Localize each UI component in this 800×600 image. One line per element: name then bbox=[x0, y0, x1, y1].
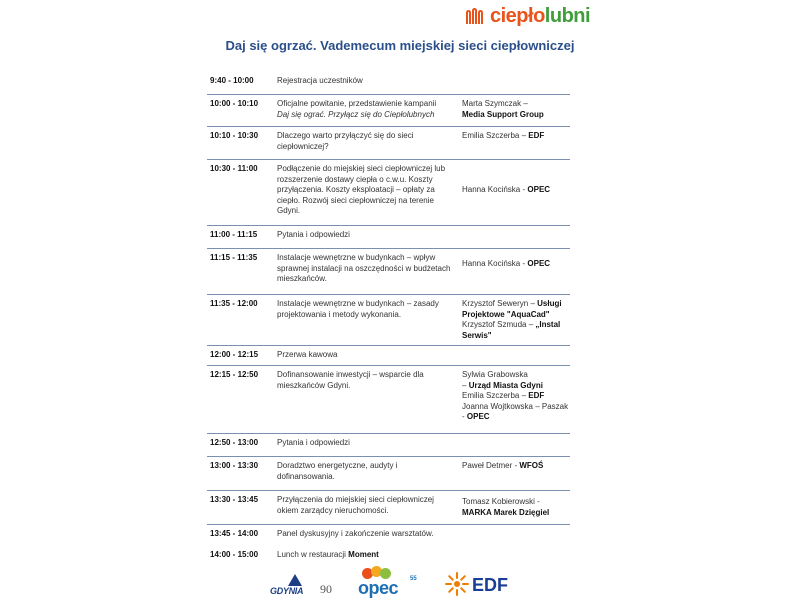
agenda-row bbox=[207, 546, 570, 568]
agenda-speaker bbox=[462, 461, 570, 472]
speaker-organization: OPEC bbox=[527, 185, 551, 194]
speaker-organization: Serwis" bbox=[462, 330, 492, 340]
agenda-description bbox=[277, 99, 457, 120]
agenda-description-text: Oficjalne powitanie, przedstawienie kampanii bbox=[277, 99, 437, 108]
footer-logos bbox=[0, 566, 800, 600]
agenda-description-text: Instalacje wewnętrzne w budynkach – zasady projektowania i metody wykonania. bbox=[277, 299, 439, 319]
speaker-name: Tomasz Kobierowski - bbox=[462, 497, 540, 506]
cieplolubni-mark-icon bbox=[466, 8, 488, 24]
logo-text-part1: ciepło bbox=[490, 4, 545, 27]
opec-logo-text: opec bbox=[358, 578, 399, 598]
campaign-name: Daj się ograć. Przyłącz się do Ciepłolubnych bbox=[277, 109, 435, 119]
agenda-description bbox=[277, 495, 457, 516]
agenda-time: 10:30 - 11:00 bbox=[210, 164, 258, 173]
edf-logo bbox=[444, 570, 514, 598]
agenda-row bbox=[207, 226, 570, 249]
speaker-line bbox=[462, 402, 570, 413]
cieplolubni-logo bbox=[466, 4, 590, 28]
speaker-organization: OPEC bbox=[466, 412, 490, 421]
agenda-row bbox=[207, 525, 570, 546]
speaker-name: Emilia Szczerba – bbox=[462, 391, 527, 400]
agenda-speaker bbox=[462, 370, 570, 423]
agenda-time: 11:15 - 11:35 bbox=[210, 253, 258, 262]
gdynia-logo bbox=[268, 572, 346, 598]
agenda-description-text: Pytania i odpowiedzi bbox=[277, 438, 350, 447]
speaker-organization: EDF bbox=[528, 391, 545, 400]
speaker-name: Krzysztof Szmuda – bbox=[462, 320, 534, 329]
agenda-row bbox=[207, 95, 570, 127]
logo-text-part2: lubni bbox=[544, 4, 591, 27]
agenda-description-text: Panel dyskusyjny i zakończenie warsztatów. bbox=[277, 529, 434, 538]
agenda-description bbox=[277, 131, 457, 152]
agenda-speaker bbox=[462, 185, 570, 196]
speaker-line bbox=[462, 310, 570, 321]
speaker-name: Hanna Kocińska - bbox=[462, 185, 526, 194]
speaker-organization: „Instal bbox=[535, 320, 561, 329]
agenda-row bbox=[207, 160, 570, 226]
speaker-line bbox=[462, 331, 570, 342]
agenda-row bbox=[207, 366, 570, 434]
speaker-name: Sylwia Grabowska bbox=[462, 370, 528, 379]
agenda-row bbox=[207, 346, 570, 366]
agenda-row bbox=[207, 127, 570, 160]
agenda-description-text: Doradztwo energetyczne, audyty i dofinansowania. bbox=[277, 461, 398, 481]
agenda-description bbox=[277, 350, 457, 361]
speaker-name: Emilia Szczerba – bbox=[462, 131, 527, 140]
speaker-name: - bbox=[462, 412, 465, 421]
speaker-organization: Projektowe "AquaCad" bbox=[462, 309, 550, 319]
agenda-description-text: Podłączenie do miejskiej sieci ciepłowniczej lub rozszerzenie dostawy ciepła o c.w.u. Koszty przyłączenia. Koszty eksploatacji – opłaty za ciepło. Rozwój sieci ciepłowniczej na terenie Gdyni. bbox=[277, 164, 446, 215]
agenda-description bbox=[277, 370, 457, 391]
agenda-time: 10:00 - 10:10 bbox=[210, 99, 259, 108]
speaker-line bbox=[462, 412, 570, 423]
agenda-description bbox=[277, 529, 457, 540]
agenda-description bbox=[277, 550, 457, 561]
agenda-table bbox=[207, 72, 570, 568]
agenda-time: 14:00 - 15:00 bbox=[210, 550, 259, 559]
speaker-line bbox=[462, 508, 570, 519]
agenda-row bbox=[207, 457, 570, 491]
agenda-speaker bbox=[462, 299, 570, 341]
agenda-description bbox=[277, 438, 457, 449]
agenda-time: 11:00 - 11:15 bbox=[210, 230, 258, 239]
agenda-description bbox=[277, 230, 457, 241]
agenda-description bbox=[277, 253, 457, 285]
agenda-time: 13:45 - 14:00 bbox=[210, 529, 259, 538]
agenda-speaker bbox=[462, 99, 570, 120]
agenda-row bbox=[207, 434, 570, 457]
speaker-name: Paweł Detmer - bbox=[462, 461, 518, 470]
speaker-organization: MARKA Marek Dzięgiel bbox=[462, 507, 550, 517]
agenda-time: 9:40 - 10:00 bbox=[210, 76, 254, 85]
opec-55: 55 bbox=[410, 576, 417, 582]
agenda-time: 12:00 - 12:15 bbox=[210, 350, 259, 359]
sail-icon bbox=[288, 574, 302, 586]
agenda-time: 12:15 - 12:50 bbox=[210, 370, 259, 379]
agenda-row bbox=[207, 295, 570, 346]
page-title: Daj się ogrzać. Vademecum miejskiej sieci ciepłowniczej bbox=[225, 38, 575, 53]
agenda-time: 12:50 - 13:00 bbox=[210, 438, 259, 447]
speaker-organization: Usługi bbox=[537, 299, 562, 308]
agenda-description-text: Dofinansowanie inwestycji – wsparcie dla mieszkańców Gdyni. bbox=[277, 370, 424, 390]
agenda-row bbox=[207, 491, 570, 525]
gdynia-90-years: 90 bbox=[320, 582, 332, 596]
agenda-time: 11:35 - 12:00 bbox=[210, 299, 258, 308]
speaker-name: – bbox=[462, 380, 467, 390]
agenda-description-text: Przerwa kawowa bbox=[277, 350, 338, 359]
edf-logo-text: EDF bbox=[472, 575, 508, 595]
gdynia-logo-text: GDYNIA bbox=[270, 586, 304, 596]
agenda-description-text: Przyłączenia do miejskiej sieci ciepłowniczej okiem zarządcy nieruchomości. bbox=[277, 495, 434, 515]
agenda-description bbox=[277, 461, 457, 482]
speaker-line bbox=[462, 370, 570, 381]
agenda-row bbox=[207, 72, 570, 95]
speaker-line bbox=[462, 381, 570, 392]
speaker-organization: WFOŚ bbox=[519, 461, 544, 470]
agenda-description-text: Pytania i odpowiedzi bbox=[277, 230, 350, 239]
speaker-line bbox=[462, 299, 570, 310]
speaker-organization: OPEC bbox=[527, 259, 551, 268]
speaker-organization: Urząd Miasta Gdyni bbox=[468, 380, 543, 390]
speaker-line bbox=[462, 320, 570, 331]
speaker-line bbox=[462, 497, 570, 508]
agenda-description bbox=[277, 299, 457, 320]
speaker-name: Hanna Kocińska - bbox=[462, 259, 526, 268]
edf-sun-icon bbox=[444, 571, 470, 597]
speaker-organization: EDF bbox=[528, 131, 545, 140]
speaker-name: Krzysztof Seweryn – bbox=[462, 299, 535, 308]
agenda-description bbox=[277, 164, 457, 217]
agenda-speaker bbox=[462, 497, 570, 518]
agenda-description-text: Dlaczego warto przyłączyć się do sieci ciepłowniczej? bbox=[277, 131, 414, 151]
agenda-description-text: Instalacje wewnętrzne w budynkach – wpływ sprawnej instalacji na oszczędności w budżetach mieszkańców. bbox=[277, 253, 451, 283]
restaurant-name: Moment bbox=[348, 550, 379, 559]
agenda-row bbox=[207, 249, 570, 295]
agenda-description-text: Rejestracja uczestników bbox=[277, 76, 363, 85]
agenda-time: 13:00 - 13:30 bbox=[210, 461, 259, 470]
speaker-line bbox=[462, 391, 570, 402]
speaker-name: Marta Szymczak – bbox=[462, 99, 528, 108]
opec-logo bbox=[358, 566, 426, 600]
speaker-organization: Media Support Group bbox=[462, 109, 544, 119]
agenda-speaker bbox=[462, 131, 570, 142]
agenda-description bbox=[277, 76, 457, 87]
agenda-speaker bbox=[462, 259, 570, 270]
speaker-name: Joanna Wojtkowska – Paszak bbox=[462, 401, 569, 411]
agenda-description-text: Lunch w restauracji bbox=[277, 550, 346, 559]
agenda-time: 10:10 - 10:30 bbox=[210, 131, 259, 140]
agenda-time: 13:30 - 13:45 bbox=[210, 495, 259, 504]
